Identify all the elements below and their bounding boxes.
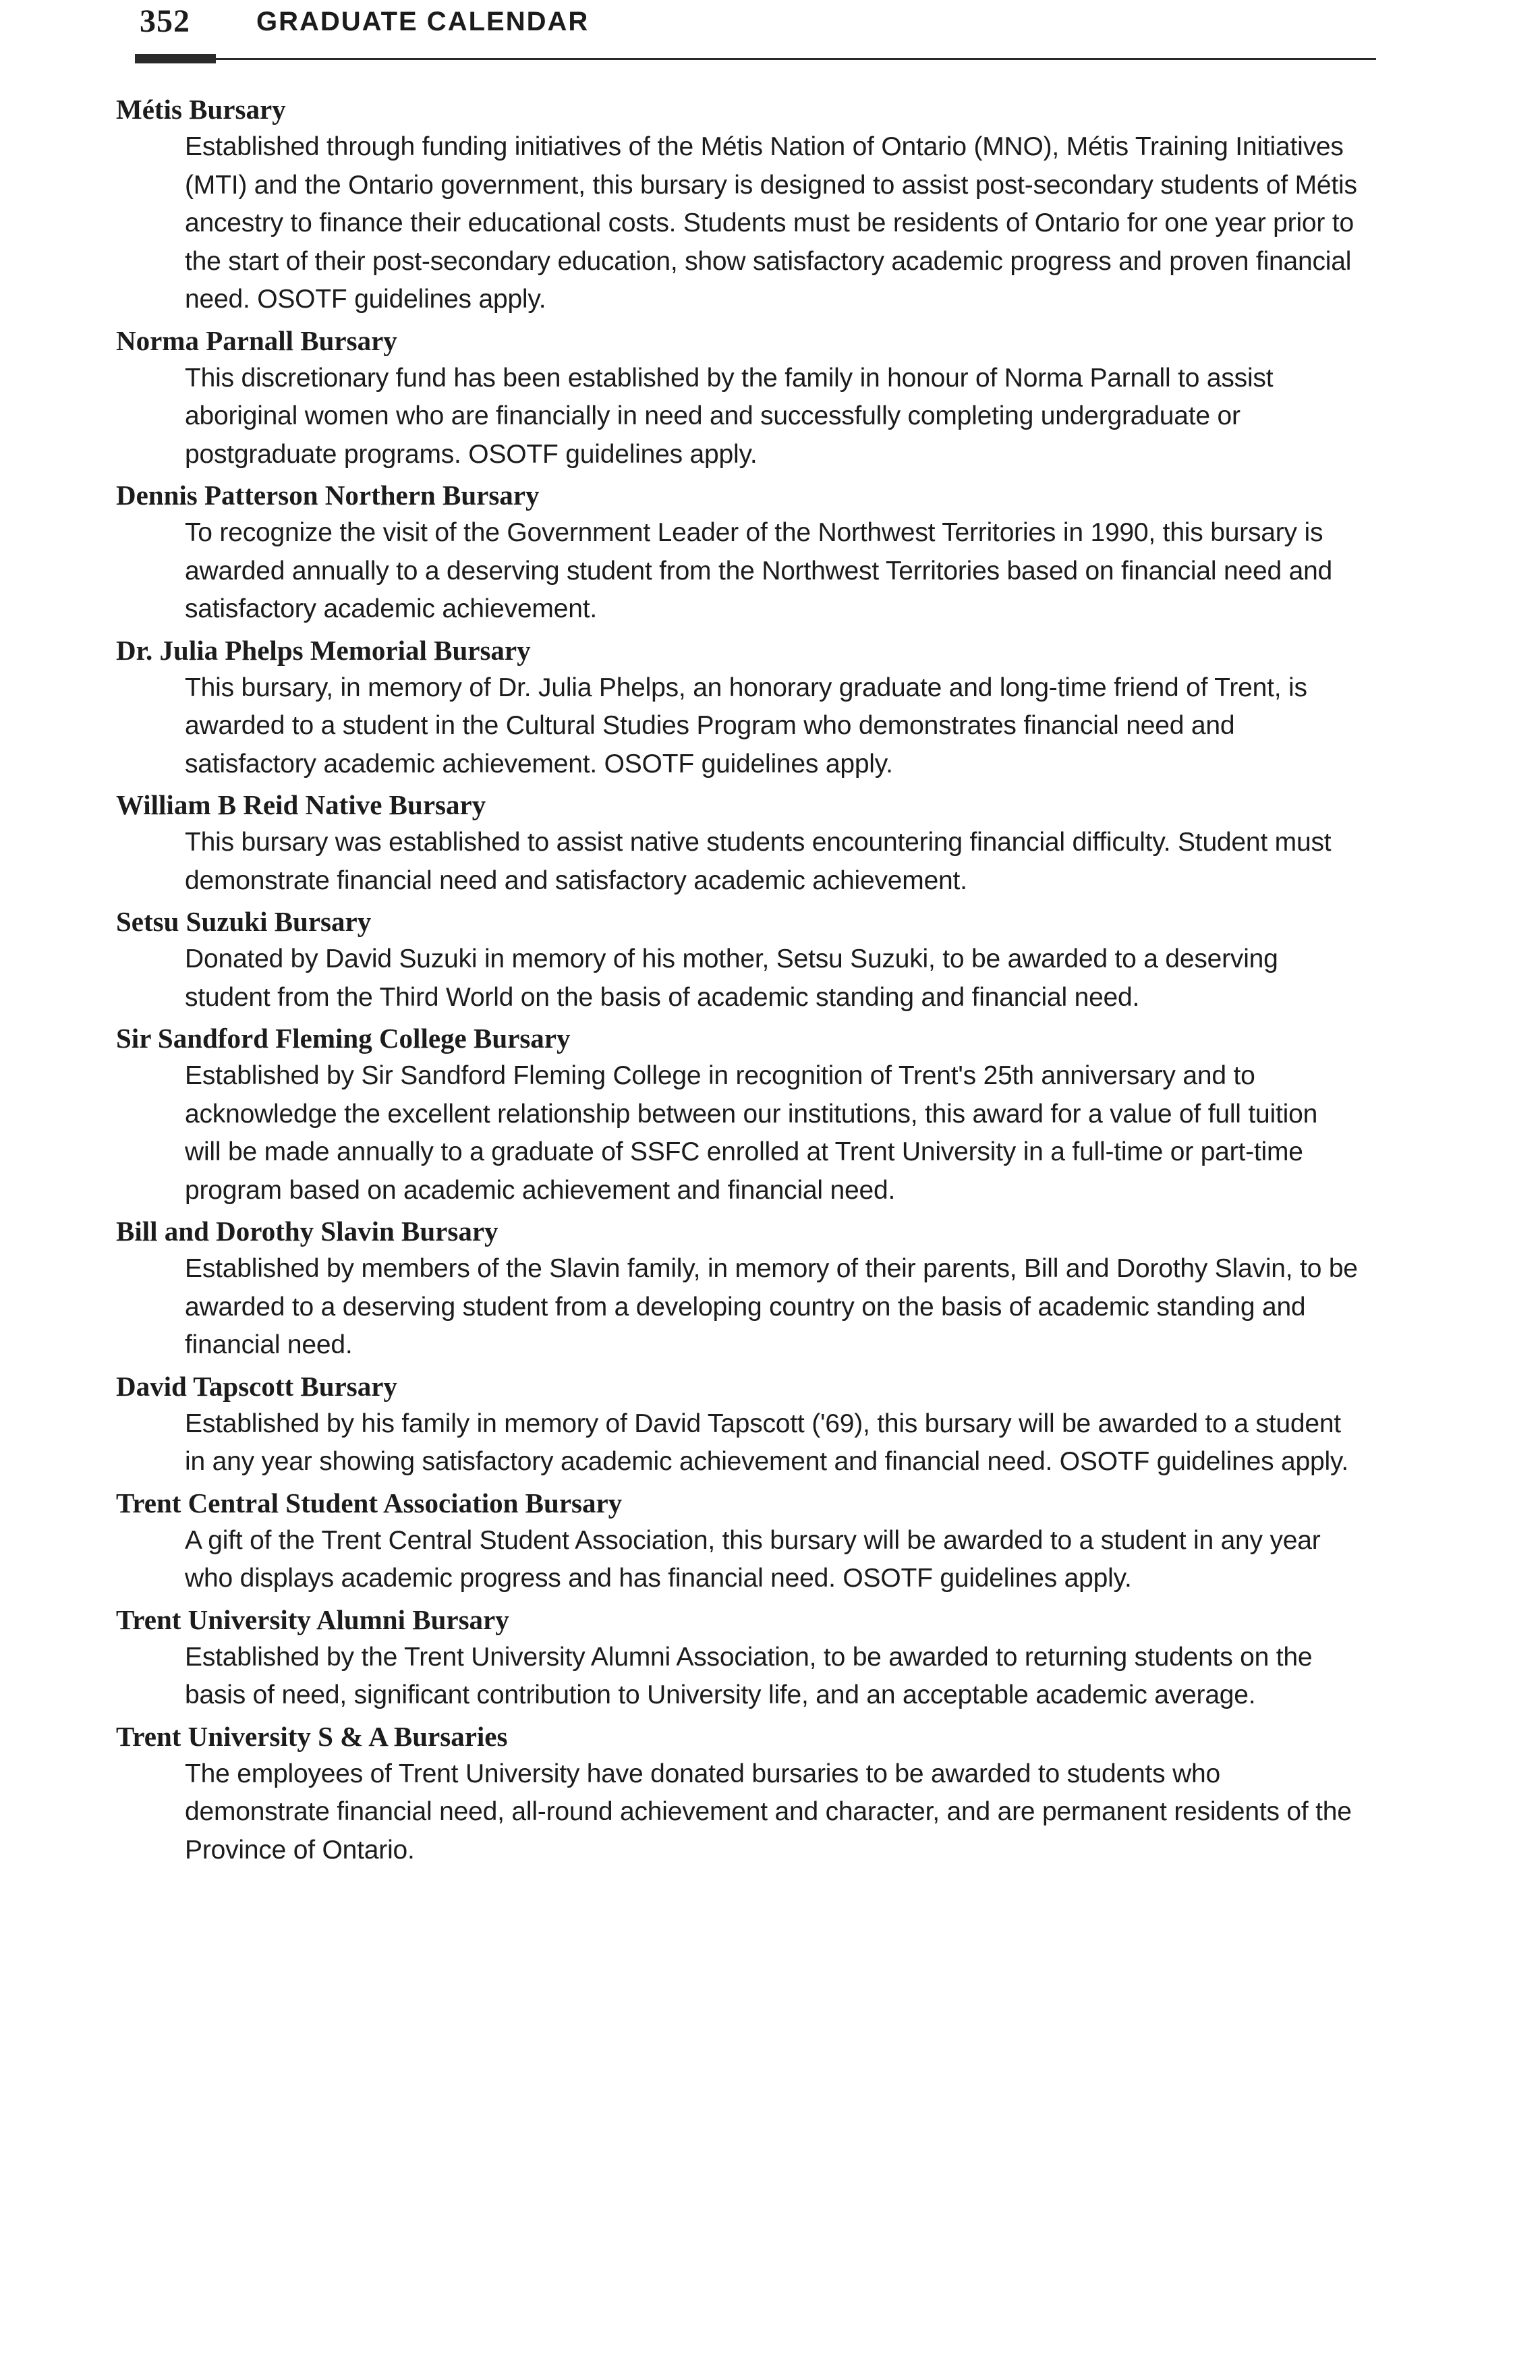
bursary-entry: [116, 1367, 1371, 1481]
bursary-title: Métis Bursary: [116, 94, 286, 125]
bursary-title: Trent Central Student Association Bursary: [116, 1487, 623, 1519]
bursary-description: Established by members of the Slavin family, in memory of their parents, Bill and Dorothy Slavin, to be awarded to a deserving student from a developing country on the basis of academic standing and financial need.: [185, 1254, 1358, 1359]
bursary-title: Bill and Dorothy Slavin Bursary: [116, 1216, 498, 1247]
page-header: [135, 0, 1376, 65]
bursary-description: A gift of the Trent Central Student Association, this bursary will be awarded to a student in any year who displays academic progress and has financial need. OSOTF guidelines apply.: [185, 1525, 1321, 1593]
bursary-entry: [116, 90, 1371, 319]
bursary-description: Established through funding initiatives of the Métis Nation of Ontario (MNO), Métis Training Initiatives (MTI) and the Ontario government, this bursary is designed to assist post-secondary students of Métis ancestry to finance their educational costs. Students must be residents of Ontario for one year prior to the start of their post-secondary education, show satisfactory academic progress and proven financial need. OSOTF guidelines apply.: [185, 132, 1357, 314]
bursary-description: Donated by David Suzuki in memory of his mother, Setsu Suzuki, to be awarded to a deserving student from the Third World on the basis of academic standing and financial need.: [185, 944, 1278, 1012]
bursary-description: This bursary, in memory of Dr. Julia Phelps, an honorary graduate and long-time friend of Trent, is awarded to a student in the Cultural Studies Program who demonstrates financial need and satisfactory academic achievement. OSOTF guidelines apply.: [185, 673, 1307, 778]
bursary-entry: [116, 786, 1371, 900]
page-number: 352: [140, 3, 190, 39]
bursary-description: Established by Sir Sandford Fleming College in recognition of Trent's 25th anniversary and to acknowledge the excellent relationship between our institutions, this award for a value of full tuition will be made annually to a graduate of SSFC enrolled at Trent University in a full-time or part-time program based on academic achievement and financial need.: [185, 1061, 1318, 1205]
bursary-entry: [116, 1212, 1371, 1365]
bursary-entry: [116, 631, 1371, 784]
bursary-title: Dr. Julia Phelps Memorial Bursary: [116, 634, 531, 666]
header-rule: [216, 58, 1376, 60]
bursary-title: Dennis Patterson Northern Bursary: [116, 480, 540, 511]
bursary-title: Sir Sandford Fleming College Bursary: [116, 1023, 571, 1054]
bursary-list: [116, 90, 1371, 1872]
bursary-description: This discretionary fund has been established by the family in honour of Norma Parnall to assist aboriginal women who are financially in need and successfully completing undergraduate or postgraduate programs. OSOTF guidelines apply.: [185, 363, 1274, 469]
bursary-entry: [116, 1718, 1371, 1870]
header-bar: [135, 54, 216, 63]
bursary-description: This bursary was established to assist native students encountering financial difficulty. Student must demonstrate financial need and satisfactory academic achievement.: [185, 828, 1332, 895]
bursary-entry: [116, 322, 1371, 474]
bursary-description: The employees of Trent University have donated bursaries to be awarded to students who demonstrate financial need, all-round achievement and character, and are permanent residents of the Province of Ontario.: [185, 1759, 1352, 1865]
bursary-entry: [116, 1601, 1371, 1715]
bursary-entry: [116, 1019, 1371, 1210]
bursary-title: David Tapscott Bursary: [116, 1370, 397, 1402]
bursary-title: Trent University Alumni Bursary: [116, 1604, 509, 1635]
bursary-title: William B Reid Native Bursary: [116, 789, 486, 820]
bursary-description: To recognize the visit of the Government Leader of the Northwest Territories in 1990, this bursary is awarded annually to a deserving student from the Northwest Territories based on financial need and satisfactory academic achievement.: [185, 518, 1333, 623]
bursary-entry: [116, 476, 1371, 629]
bursary-title: Setsu Suzuki Bursary: [116, 906, 372, 937]
bursary-description: Established by the Trent University Alumni Association, to be awarded to returning students on the basis of need, significant contribution to University life, and an acceptable academic average.: [185, 1642, 1313, 1709]
bursary-entry: [116, 1484, 1371, 1598]
bursary-title: Norma Parnall Bursary: [116, 324, 397, 356]
bursary-description: Established by his family in memory of David Tapscott ('69), this bursary will be awarded to a student in any year showing satisfactory academic achievement and financial need. OSOTF guidelines apply.: [185, 1409, 1348, 1476]
running-title: GRADUATE CALENDAR: [256, 7, 590, 36]
bursary-title: Trent University S & A Bursaries: [116, 1720, 508, 1752]
bursary-entry: [116, 903, 1371, 1017]
